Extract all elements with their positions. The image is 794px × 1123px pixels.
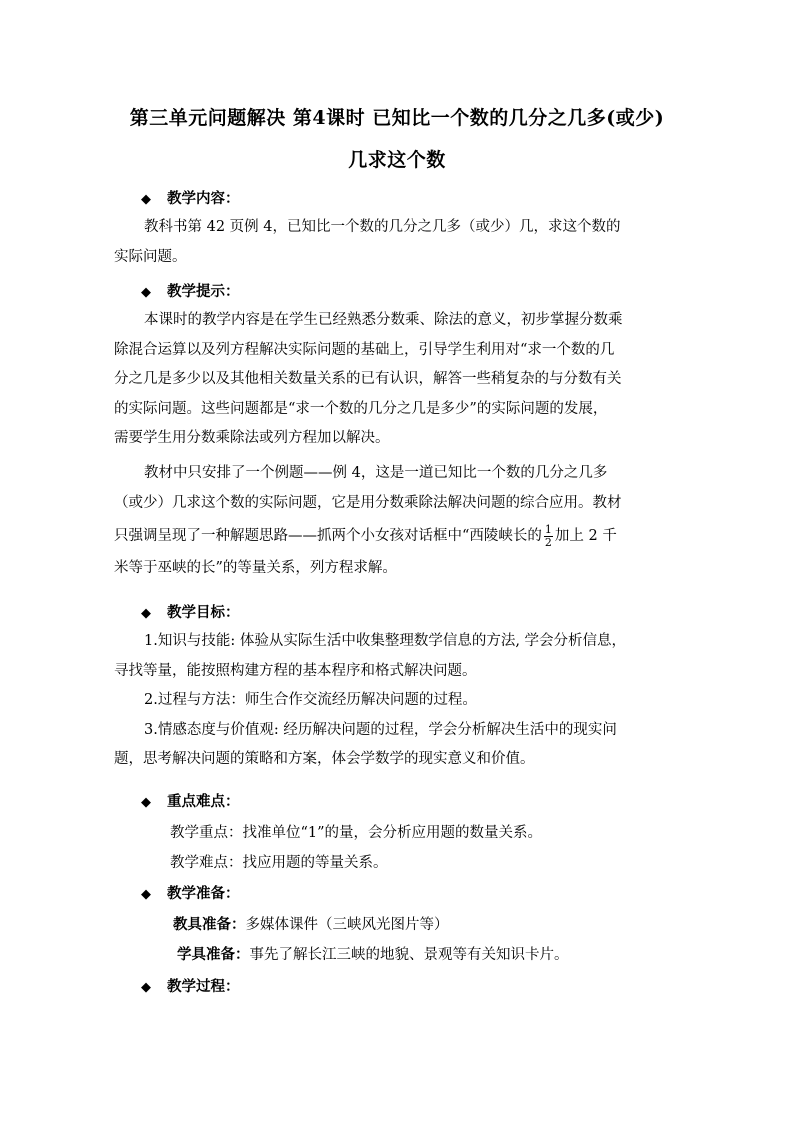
goal-item-1: 1.知识与技能: 体验从实际生活中收集整理数学信息的方法, 学会分析信息， [144,633,627,649]
page-title-continued: 几求这个数 [348,149,446,171]
prep-student: 学具准备：事先了解长江三峡的地貌、景观等有关知识卡片。 [177,946,569,963]
section-heading-goals: ◆ 教学目标： [141,604,240,621]
prep-teacher: 教具准备：多媒体课件（三峡风光图片等） [173,916,449,933]
content-paragraph: 教科书第 42 页例 4，已知比一个数的几分之几多（或少）几，求这个数的 实际问题。 [114,219,621,265]
section-heading-process: ◆ 教学过程： [141,978,240,995]
section-heading-preparation: ◆ 教学准备： [141,885,240,902]
diamond-bullet-icon: ◆ [141,285,151,300]
section-heading-key-points: ◆ 重点难点： [141,793,240,810]
fraction-one-half: $\frac{1}{2}$ [544,522,552,549]
hint-paragraph-2: 教材中只安排了一个例题——例 4，这是一道已知比一个数的几分之几多 （或少）几求这个数的实际问题，它是用分数乘除法解决问题的综合应用。教材 只强调呈现了一种解题思路——抓两个小女孩对话框中“西陵峡长的 $\frac{1}{2}$ 加上 2 千 米等于巫峡的长”的等量关系，列方程求解。 [114,465,622,576]
goals-list: 1.知识与技能: 体验从实际生活中收集整理数学信息的方法, 学会分析信息， 寻找等量，能按照构建方程的基本程序和格式解决问题。 2.过程与方法：师生合作交流经历解决问题的过程。 3.情感态度与价值观: 经历解决问题的过程，学会分析解决生活中的现实问 题，思考解决问题的策略和方案，体会学数学的现实意义和价值。 [114,627,681,775]
key-focus: 教学重点：找准单位“1”的量，会分析应用题的数量关系。 [170,825,543,841]
goal-item-3: 3.情感态度与价值观: 经历解决问题的过程，学会分析解决生活中的现实问 [144,721,617,738]
hint-paragraph-1: 本课时的教学内容是在学生已经熟悉分数乘、除法的意义，初步掌握分数乘 除混合运算以及列方程解决实际问题的基础上，引导学生利用对“求一个数的几 分之几是多少以及其他相关数量关系的已有认识，解答一些稍复杂的与分数有关 的实际问题。这些问题都是“求一个数的几分之几是多少”的实际问题的发展， 需要学生用分数乘除法或列方程加以解决。 [114,312,623,446]
diamond-bullet-icon: ◆ [141,606,151,621]
key-difficulty: 教学难点：找应用题的等量关系。 [170,855,388,871]
diamond-bullet-icon: ◆ [141,887,151,902]
section-heading-hint: ◆ 教学提示： [141,283,240,300]
diamond-bullet-icon: ◆ [141,795,151,810]
page-title: 第三单元问题解决 第4课时 已知比一个数的几分之几多(或少) [129,107,665,129]
goal-item-2: 2.过程与方法：师生合作交流经历解决问题的过程。 [144,692,477,708]
section-heading-content: ◆ 教学内容： [141,190,240,207]
diamond-bullet-icon: ◆ [141,980,151,995]
diamond-bullet-icon: ◆ [141,192,151,207]
